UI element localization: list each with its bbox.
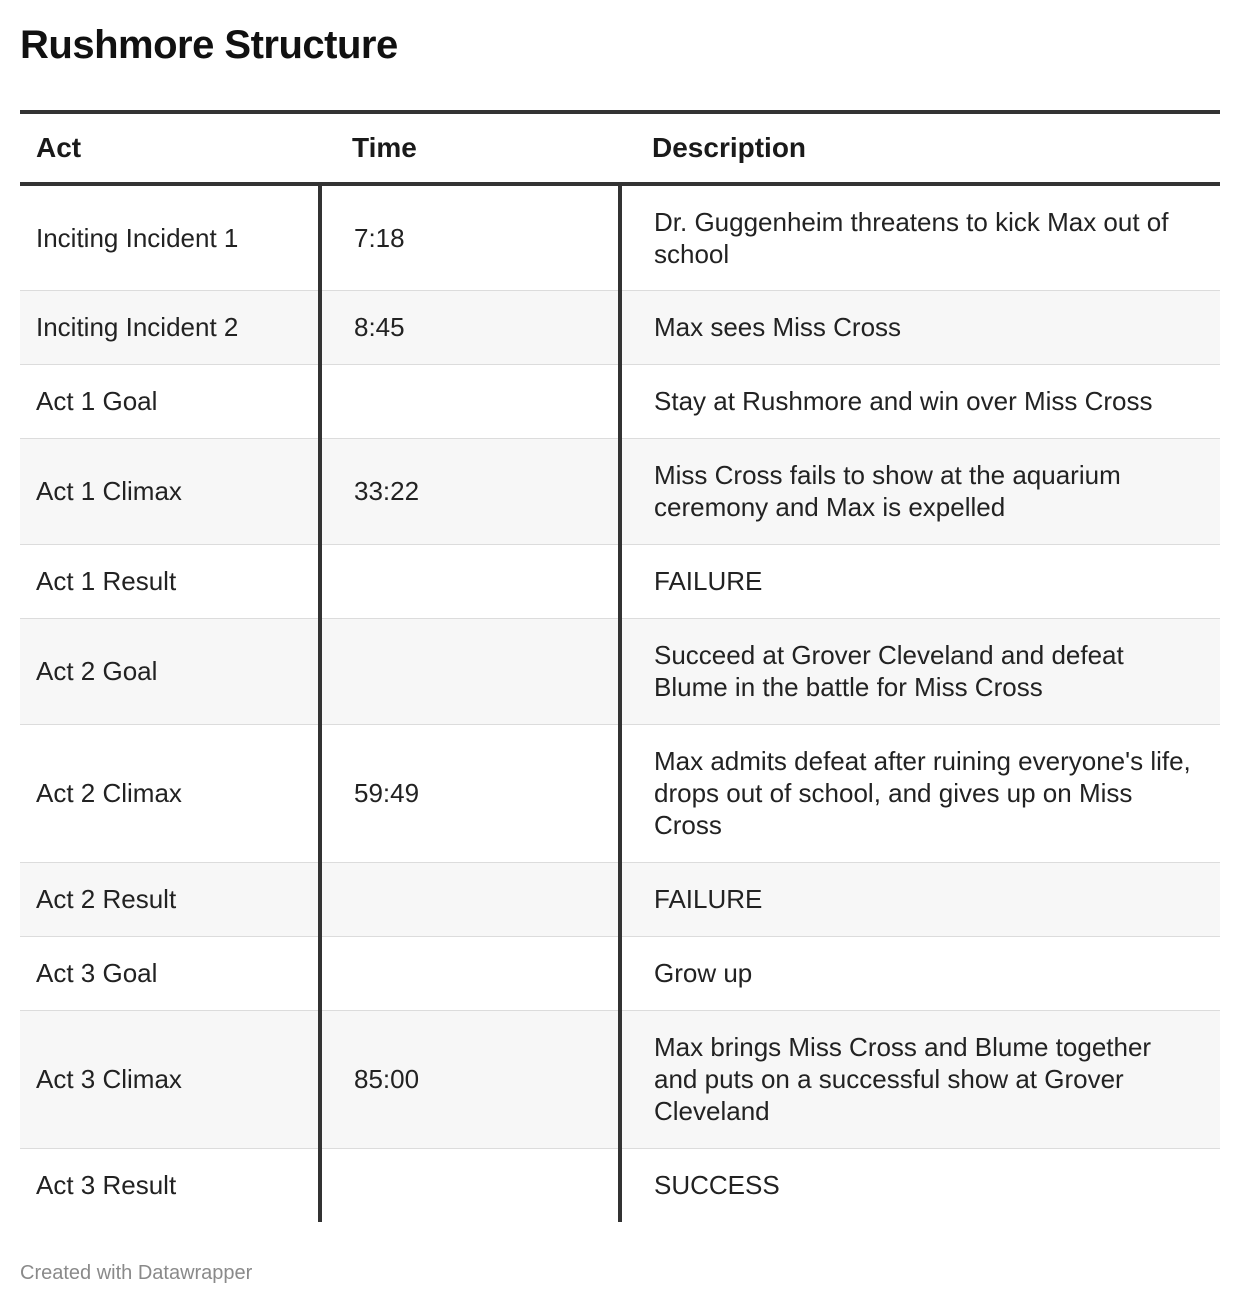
description-cell: Max admits defeat after ruining everyone's life, drops out of school, and gives up on Miss Cross: [620, 724, 1220, 862]
description-cell: FAILURE: [620, 862, 1220, 936]
description-cell: Stay at Rushmore and win over Miss Cross: [620, 364, 1220, 438]
act-cell: Act 2 Result: [20, 862, 320, 936]
table-header-row: [20, 112, 1220, 184]
act-cell: Inciting Incident 2: [20, 290, 320, 364]
description-cell: Succeed at Grover Cleveland and defeat Blume in the battle for Miss Cross: [620, 618, 1220, 724]
act-cell: Act 2 Goal: [20, 618, 320, 724]
time-cell: [320, 364, 620, 438]
act-cell: Act 3 Result: [36, 1170, 177, 1201]
table-row: [20, 438, 1220, 544]
description-cell: Dr. Guggenheim threatens to kick Max out of school: [620, 184, 1220, 290]
act-cell: Act 2 Climax: [20, 724, 320, 862]
column-header-act: Act: [20, 112, 320, 184]
time-cell: [320, 1148, 620, 1222]
time-cell: 85:00: [320, 1010, 620, 1148]
column-header-time: Time: [320, 112, 620, 184]
table-row: [20, 184, 1220, 290]
description-cell: FAILURE: [620, 544, 1220, 618]
table-row: [20, 936, 1220, 1010]
act-cell: Act 1 Climax: [20, 438, 320, 544]
time-cell: [320, 862, 620, 936]
table-row: [20, 862, 1220, 936]
datawrapper-credit: Created with Datawrapper: [20, 1262, 253, 1284]
table-row: [20, 290, 1220, 364]
description-cell: Grow up: [620, 936, 1220, 1010]
table-row: [20, 1148, 1220, 1222]
act-cell: Act 1 Goal: [20, 364, 320, 438]
page-title: Rushmore Structure: [20, 23, 398, 67]
description-cell: Max sees Miss Cross: [620, 290, 1220, 364]
table-row: [20, 1010, 1220, 1148]
description-cell: Max brings Miss Cross and Blume together and puts on a successful show at Grover Cleveland: [620, 1010, 1220, 1148]
act-cell: Act 3 Goal: [20, 936, 320, 1010]
description-cell: Miss Cross fails to show at the aquarium ceremony and Max is expelled: [620, 438, 1220, 544]
table-row: [20, 724, 1220, 862]
time-cell: 33:22: [320, 438, 620, 544]
table-row: [20, 618, 1220, 724]
act-cell: Act 3 Climax: [20, 1010, 320, 1148]
time-cell: 59:49: [320, 724, 620, 862]
column-header-description: Description: [620, 112, 1220, 184]
time-cell: [320, 618, 620, 724]
act-cell: Act 1 Result: [20, 544, 320, 618]
description-cell: SUCCESS: [620, 1148, 1220, 1222]
time-cell: 7:18: [320, 184, 620, 290]
time-cell: [320, 936, 620, 1010]
structure-table: [20, 110, 1220, 1222]
time-cell: 8:45: [320, 290, 620, 364]
table-row: [20, 544, 1220, 618]
time-cell: [320, 544, 620, 618]
act-cell: Inciting Incident 1: [20, 184, 320, 290]
table-row: [20, 364, 1220, 438]
